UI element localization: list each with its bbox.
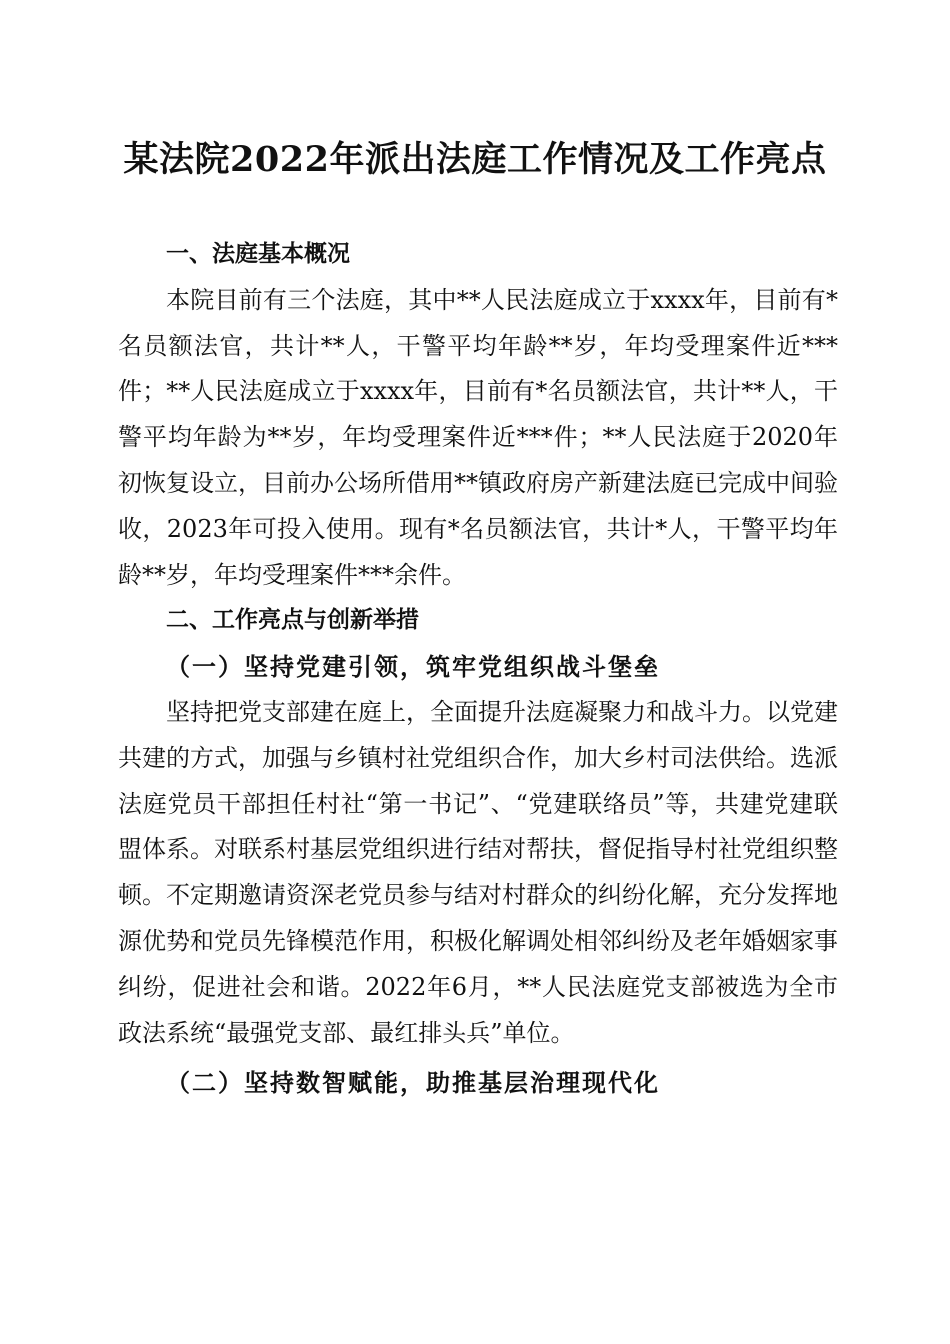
subsection-1-paragraph: 坚持把党支部建在庭上，全面提升法庭凝聚力和战斗力。以党建共建的方式，加强与乡镇村社党组织合作，加大乡村司法供给。选派法庭党员干部担任村社“第一书记”、“党建联络员”等，共建党建联盟体系。对联系村基层党组织进行结对帮扶，督促指导村社党组织整顿。不定期邀请资深老党员参与结对村群众的纠纷化解，充分发挥地源优势和党员先锋模范作用，积极化解调处相邻纠纷及老年婚姻家事纠纷，促进社会和谐。2022年6月，**人民法庭党支部被选为全市政法系统“最强党支部、最红排头兵”单位。 (118, 697, 838, 1047)
section-2-heading: 二、工作亮点与创新举措 (166, 607, 419, 634)
subsection-1-heading: （一）坚持党建引领，筑牢党组织战斗堡垒 (166, 652, 660, 682)
section-1-paragraph: 本院目前有三个法庭，其中**人民法庭成立于xxxx年，目前有*名员额法官，共计**人，干警平均年龄**岁，年均受理案件近***件；**人民法庭成立于xxxx年，目前有*名员额法官，共计**人，干警平均年龄为**岁，年均受理案件近***件；**人民法庭于2020年初恢复设立，目前办公场所借用**镇政府房产新建法庭已完成中间验收，2023年可投入使用。现有*名员额法官，共计*人，干警平均年龄**岁，年均受理案件***余件。 (118, 285, 838, 589)
document-title: 某法院2022年派出法庭工作情况及工作亮点 (123, 139, 827, 180)
document-body (118, 232, 838, 1106)
subsection-2-heading: （二）坚持数智赋能，助推基层治理现代化 (166, 1068, 660, 1098)
section-1-heading: 一、法庭基本概况 (166, 241, 350, 267)
